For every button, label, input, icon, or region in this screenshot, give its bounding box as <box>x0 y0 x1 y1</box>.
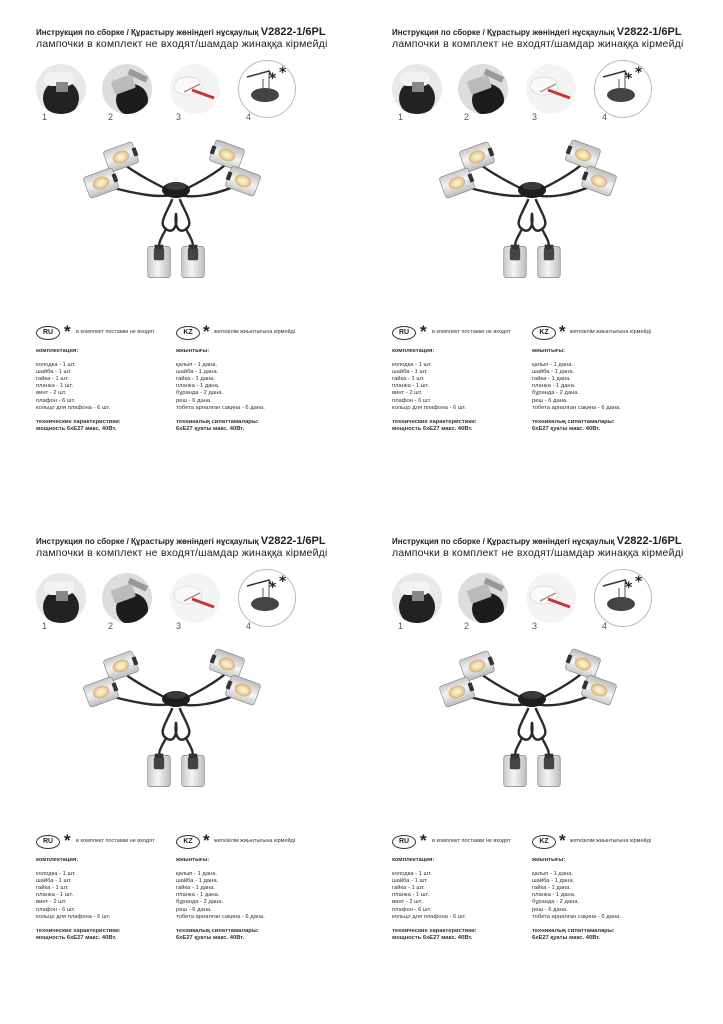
language-legend <box>36 831 366 851</box>
svg-text:*: * <box>279 574 287 590</box>
kz-contents-heading: жиынтығы: <box>176 857 210 863</box>
list-item: шайба - 1 шт. <box>392 878 428 885</box>
kz-not-included-note: жеткізілім жиынтығына кірмейді <box>570 329 652 335</box>
card-title <box>392 535 722 547</box>
ru-not-included-note: в комплект поставки не входят <box>76 838 155 844</box>
step-number: 3 <box>176 112 182 122</box>
instruction-card <box>36 535 366 1015</box>
list-item: гайка - 1 шт. <box>36 885 69 892</box>
step-4-diagram <box>238 60 296 118</box>
kz-badge: KZ <box>176 326 200 340</box>
step-3-photo <box>170 64 220 114</box>
kz-tech-value: 6хЕ27 қуаты макс. 40Вт. <box>532 425 601 432</box>
list-item: колодка - 1 шт. <box>36 362 76 369</box>
card-title <box>36 26 366 38</box>
step-number: 3 <box>532 112 538 122</box>
step-number: 3 <box>532 621 538 631</box>
ru-contents <box>36 857 121 942</box>
ru-not-included-note: в комплект поставки не входят <box>76 329 155 335</box>
list-item: винт - 2 шт. <box>36 390 67 397</box>
step-1-photo <box>392 573 442 623</box>
step-2-photo <box>458 64 508 114</box>
ru-tech-heading: технические характеристики: <box>36 927 121 934</box>
kz-not-included-note: жеткізілім жиынтығына кірмейді <box>570 838 652 844</box>
list-item: планка - 1 шт. <box>392 383 430 390</box>
list-item: бұранда - 2 дана. <box>176 390 224 397</box>
list-item: шайба - 1 дана. <box>176 878 219 885</box>
ru-tech-heading: технические характеристики: <box>392 927 477 934</box>
ru-contents-heading: комплектация: <box>36 348 79 354</box>
svg-text:*: * <box>269 71 277 87</box>
kz-contents-heading: жиынтығы: <box>532 857 566 863</box>
ru-contents-list <box>36 362 121 412</box>
list-item: реш - 6 дана. <box>176 906 212 913</box>
step-number: 4 <box>602 621 608 631</box>
step-number: 2 <box>464 621 470 631</box>
list-item: реш - 6 дана. <box>176 397 212 404</box>
list-item: бұранда - 2 дана. <box>176 899 224 906</box>
language-legend <box>36 322 366 342</box>
kz-contents <box>176 857 265 942</box>
list-item: шайба - 1 шт. <box>36 369 72 376</box>
model-number: V2822-1/6PL <box>616 535 682 547</box>
kz-tech-heading: техникалық сипаттамалары: <box>532 927 615 934</box>
list-item: планка - 1 шт. <box>36 383 74 390</box>
step-number: 4 <box>246 621 252 631</box>
list-item: плафон - 6 шт. <box>392 397 432 404</box>
svg-text:*: * <box>635 65 643 81</box>
kz-tech-value: 6хЕ27 қуаты макс. 40Вт. <box>176 425 245 432</box>
list-item: тобета арналған сақина - 6 дана. <box>176 913 265 920</box>
ru-asterisk: * <box>64 322 71 341</box>
ru-tech-value: мощность 6хЕ27 макс. 40Вт. <box>392 425 473 432</box>
ru-badge: RU <box>36 326 60 340</box>
assembly-steps <box>392 573 652 633</box>
list-item: винт - 2 шт. <box>392 390 423 397</box>
kz-tech-heading: техникалық сипаттамалары: <box>176 927 259 934</box>
list-item: тобета арналған сақина - 6 дана. <box>532 404 621 411</box>
list-item: қалып - 1 дана. <box>176 871 218 878</box>
list-item: колодка - 1 шт. <box>392 871 432 878</box>
kz-contents-list <box>176 871 265 921</box>
svg-text:*: * <box>269 580 277 596</box>
list-item: планка - 1 дана. <box>176 892 220 899</box>
title-text: Инструкция по сборке / Құрастыру жөніндегі нұсқаулық <box>392 537 617 546</box>
list-item: шайба - 1 шт. <box>392 369 428 376</box>
ru-tech-value: мощность 6хЕ27 макс. 40Вт. <box>392 934 473 941</box>
ru-asterisk: * <box>420 831 427 850</box>
ru-tech-heading: технические характеристики: <box>36 418 121 425</box>
step-number: 1 <box>42 112 48 122</box>
list-item: қалып - 1 дана. <box>176 362 218 369</box>
kz-contents-list <box>532 362 621 412</box>
step-4-diagram <box>238 569 296 627</box>
assembly-steps <box>36 64 296 124</box>
list-item: гайка - 1 дана. <box>532 885 571 892</box>
ru-contents <box>36 348 121 433</box>
step-number: 4 <box>602 112 608 122</box>
list-item: плафон - 6 шт. <box>392 906 432 913</box>
kz-not-included-note: жеткізілім жиынтығына кірмейді <box>214 838 296 844</box>
kz-badge: KZ <box>176 835 200 849</box>
step-number: 3 <box>176 621 182 631</box>
chandelier-illustration <box>66 134 286 284</box>
chandelier-illustration <box>422 134 642 284</box>
step-3-photo <box>170 573 220 623</box>
ru-contents <box>392 348 477 433</box>
list-item: реш - 6 дана. <box>532 906 568 913</box>
svg-text:*: * <box>635 574 643 590</box>
list-item: планка - 1 дана. <box>532 892 576 899</box>
step-2-photo <box>458 573 508 623</box>
title-text: Инструкция по сборке / Құрастыру жөніндегі нұсқаулық <box>36 28 261 37</box>
step-number: 1 <box>398 112 404 122</box>
list-item: шайба - 1 дана. <box>532 878 575 885</box>
list-item: бұранда - 2 дана. <box>532 390 580 397</box>
ru-tech-value: мощность 6хЕ27 макс. 40Вт. <box>36 934 117 941</box>
instruction-card <box>392 535 722 1015</box>
step-number: 2 <box>464 112 470 122</box>
list-item: планка - 1 дана. <box>532 383 576 390</box>
list-item: плафон - 6 шт. <box>36 906 76 913</box>
kz-asterisk: * <box>559 831 566 850</box>
bulbs-not-included-note: лампочки в комплект не входят/шамдар жинаққа кірмейді <box>392 547 684 559</box>
model-number: V2822-1/6PL <box>616 26 682 38</box>
step-1-photo <box>36 64 86 114</box>
list-item: шайба - 1 дана. <box>176 369 219 376</box>
kz-tech-heading: техникалық сипаттамалары: <box>176 418 259 425</box>
kz-contents-heading: жиынтығы: <box>176 348 210 354</box>
step-1-photo <box>392 64 442 114</box>
step-number: 4 <box>246 112 252 122</box>
model-number: V2822-1/6PL <box>260 535 326 547</box>
kz-tech-heading: техникалық сипаттамалары: <box>532 418 615 425</box>
card-title <box>36 535 366 547</box>
list-item: гайка - 1 дана. <box>176 885 215 892</box>
step-number: 2 <box>108 621 114 631</box>
kz-badge: KZ <box>532 326 556 340</box>
ru-badge: RU <box>392 835 416 849</box>
ru-contents-heading: комплектация: <box>36 857 79 863</box>
list-item: шайба - 1 шт. <box>36 878 72 885</box>
kz-contents-list <box>176 362 265 412</box>
ru-badge: RU <box>36 835 60 849</box>
step-3-photo <box>526 64 576 114</box>
list-item: кольцо для плафона - 6 шт. <box>36 913 111 920</box>
svg-text:*: * <box>625 71 633 87</box>
list-item: қалып - 1 дана. <box>532 362 574 369</box>
kz-not-included-note: жеткізілім жиынтығына кірмейді <box>214 329 296 335</box>
step-2-photo <box>102 64 152 114</box>
list-item: гайка - 1 дана. <box>532 376 571 383</box>
step-2-photo <box>102 573 152 623</box>
step-4-diagram <box>594 60 652 118</box>
kz-contents <box>532 857 621 942</box>
list-item: кольцо для плафона - 6 шт. <box>392 913 467 920</box>
chandelier-illustration <box>422 643 642 793</box>
kz-contents <box>532 348 621 433</box>
list-item: реш - 6 дана. <box>532 397 568 404</box>
list-item: гайка - 1 шт. <box>392 885 425 892</box>
instruction-card <box>36 26 366 506</box>
kz-contents-heading: жиынтығы: <box>532 348 566 354</box>
kz-contents <box>176 348 265 433</box>
title-text: Инструкция по сборке / Құрастыру жөніндегі нұсқаулық <box>392 28 617 37</box>
ru-contents-heading: комплектация: <box>392 857 435 863</box>
step-number: 1 <box>42 621 48 631</box>
step-number: 1 <box>398 621 404 631</box>
kz-asterisk: * <box>203 831 210 850</box>
ru-not-included-note: в комплект поставки не входят <box>432 838 511 844</box>
ru-contents-list <box>36 871 121 921</box>
list-item: колодка - 1 шт. <box>36 871 76 878</box>
step-number: 2 <box>108 112 114 122</box>
list-item: гайка - 1 дана. <box>176 376 215 383</box>
ru-badge: RU <box>392 326 416 340</box>
ru-tech-value: мощность 6хЕ27 макс. 40Вт. <box>36 425 117 432</box>
list-item: қалып - 1 дана. <box>532 871 574 878</box>
ru-tech-heading: технические характеристики: <box>392 418 477 425</box>
kz-tech-value: 6хЕ27 қуаты макс. 40Вт. <box>532 934 601 941</box>
list-item: тобета арналған сақина - 6 дана. <box>532 913 621 920</box>
bulbs-not-included-note: лампочки в комплект не входят/шамдар жинаққа кірмейді <box>392 38 684 50</box>
assembly-steps <box>36 573 296 633</box>
ru-contents <box>392 857 477 942</box>
list-item: планка - 1 шт. <box>392 892 430 899</box>
kz-asterisk: * <box>559 322 566 341</box>
svg-text:*: * <box>625 580 633 596</box>
kz-contents-list <box>532 871 621 921</box>
kz-asterisk: * <box>203 322 210 341</box>
list-item: планка - 1 шт. <box>36 892 74 899</box>
step-1-photo <box>36 573 86 623</box>
list-item: бұранда - 2 дана. <box>532 899 580 906</box>
chandelier-illustration <box>66 643 286 793</box>
bulbs-not-included-note: лампочки в комплект не входят/шамдар жинаққа кірмейді <box>36 38 328 50</box>
kz-tech-value: 6хЕ27 қуаты макс. 40Вт. <box>176 934 245 941</box>
ru-not-included-note: в комплект поставки не входят <box>432 329 511 335</box>
list-item: гайка - 1 шт. <box>36 376 69 383</box>
card-title <box>392 26 722 38</box>
list-item: тобета арналған сақина - 6 дана. <box>176 404 265 411</box>
list-item: шайба - 1 дана. <box>532 369 575 376</box>
kz-badge: KZ <box>532 835 556 849</box>
ru-contents-heading: комплектация: <box>392 348 435 354</box>
list-item: кольцо для плафона - 6 шт. <box>392 404 467 411</box>
language-legend <box>392 831 722 851</box>
title-text: Инструкция по сборке / Құрастыру жөніндегі нұсқаулық <box>36 537 261 546</box>
svg-text:*: * <box>279 65 287 81</box>
assembly-steps <box>392 64 652 124</box>
list-item: кольцо для плафона - 6 шт. <box>36 404 111 411</box>
language-legend <box>392 322 722 342</box>
model-number: V2822-1/6PL <box>260 26 326 38</box>
bulbs-not-included-note: лампочки в комплект не входят/шамдар жинаққа кірмейді <box>36 547 328 559</box>
list-item: винт - 2 шт. <box>392 899 423 906</box>
step-4-diagram <box>594 569 652 627</box>
ru-contents-list <box>392 871 477 921</box>
list-item: гайка - 1 шт. <box>392 376 425 383</box>
instruction-card <box>392 26 722 506</box>
list-item: винт - 2 шт. <box>36 899 67 906</box>
list-item: плафон - 6 шт. <box>36 397 76 404</box>
ru-asterisk: * <box>64 831 71 850</box>
list-item: планка - 1 дана. <box>176 383 220 390</box>
ru-contents-list <box>392 362 477 412</box>
list-item: колодка - 1 шт. <box>392 362 432 369</box>
ru-asterisk: * <box>420 322 427 341</box>
step-3-photo <box>526 573 576 623</box>
